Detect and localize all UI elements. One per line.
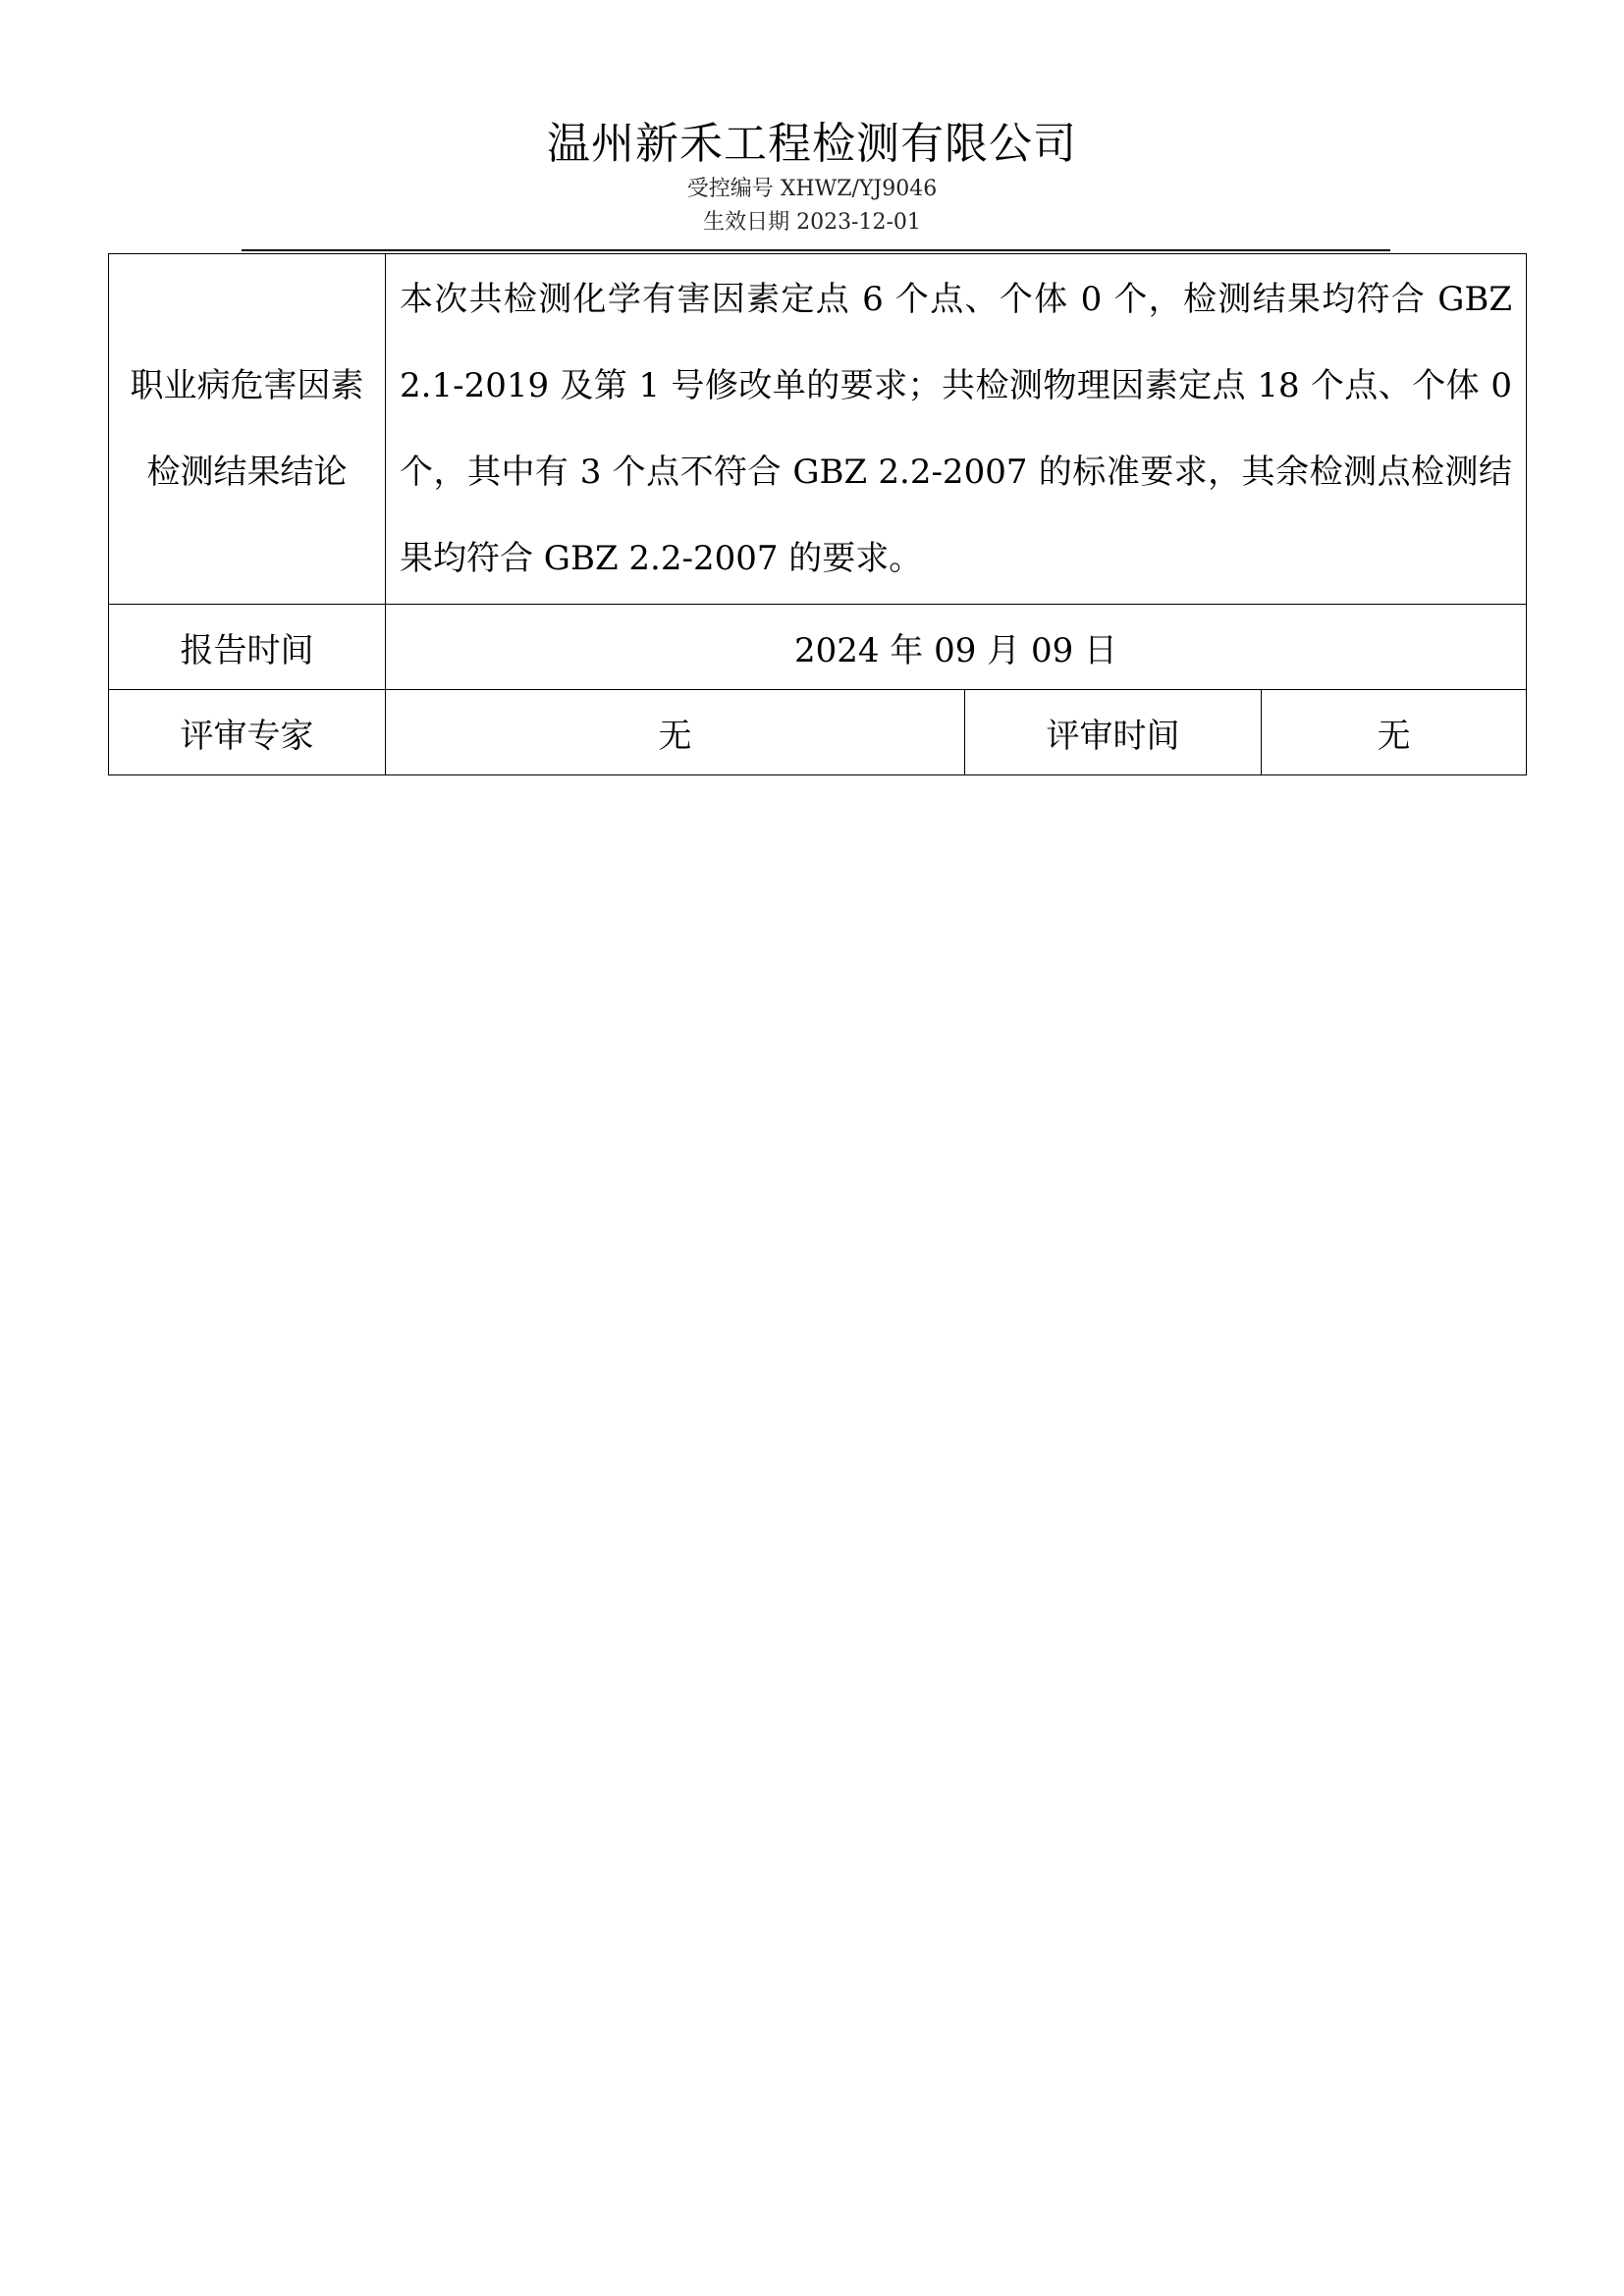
review-time-value-cell [1262,690,1527,775]
review-time-value: 无 [1377,716,1411,756]
conclusion-label-cell [109,254,386,605]
review-row [109,690,1527,775]
report-time-value: 2024 年 09 月 09 日 [793,630,1118,670]
reviewer-value: 无 [658,716,692,756]
header-divider [242,249,1390,251]
report-time-row [109,605,1527,690]
company-name: 温州新禾工程检测有限公司 [547,119,1077,169]
conclusion-text-cell [386,254,1527,605]
control-number: 受控编号 XHWZ/YJ9046 [686,177,938,201]
conclusion-row [109,254,1527,605]
reviewer-label-cell [109,690,386,775]
reviewer-value-cell [386,690,965,775]
review-time-label: 评审时间 [1046,716,1180,756]
report-time-value-cell [386,605,1527,690]
review-time-label-cell [965,690,1262,775]
reviewer-label: 评审专家 [180,716,314,756]
effective-date: 生效日期 2023-12-01 [703,210,921,235]
report-table [108,253,1527,775]
document-header [0,116,1624,240]
report-time-label-cell [109,605,386,690]
conclusion-text: 本次共检测化学有害因素定点 6 个点、个体 0 个，检测结果均符合 GBZ 2.1-2019 及第 1 号修改单的要求；共检测物理因素定点 18 个点、个体 0 个，其中有 3 个点不符合 GBZ 2.2-2007 的标准要求，其余检测点检测结果均符合 GBZ 2.2-2007 的要求。 [400,280,1513,578]
report-time-label: 报告时间 [180,630,314,670]
conclusion-label: 职业病危害因素检测结果结论 [130,366,364,492]
